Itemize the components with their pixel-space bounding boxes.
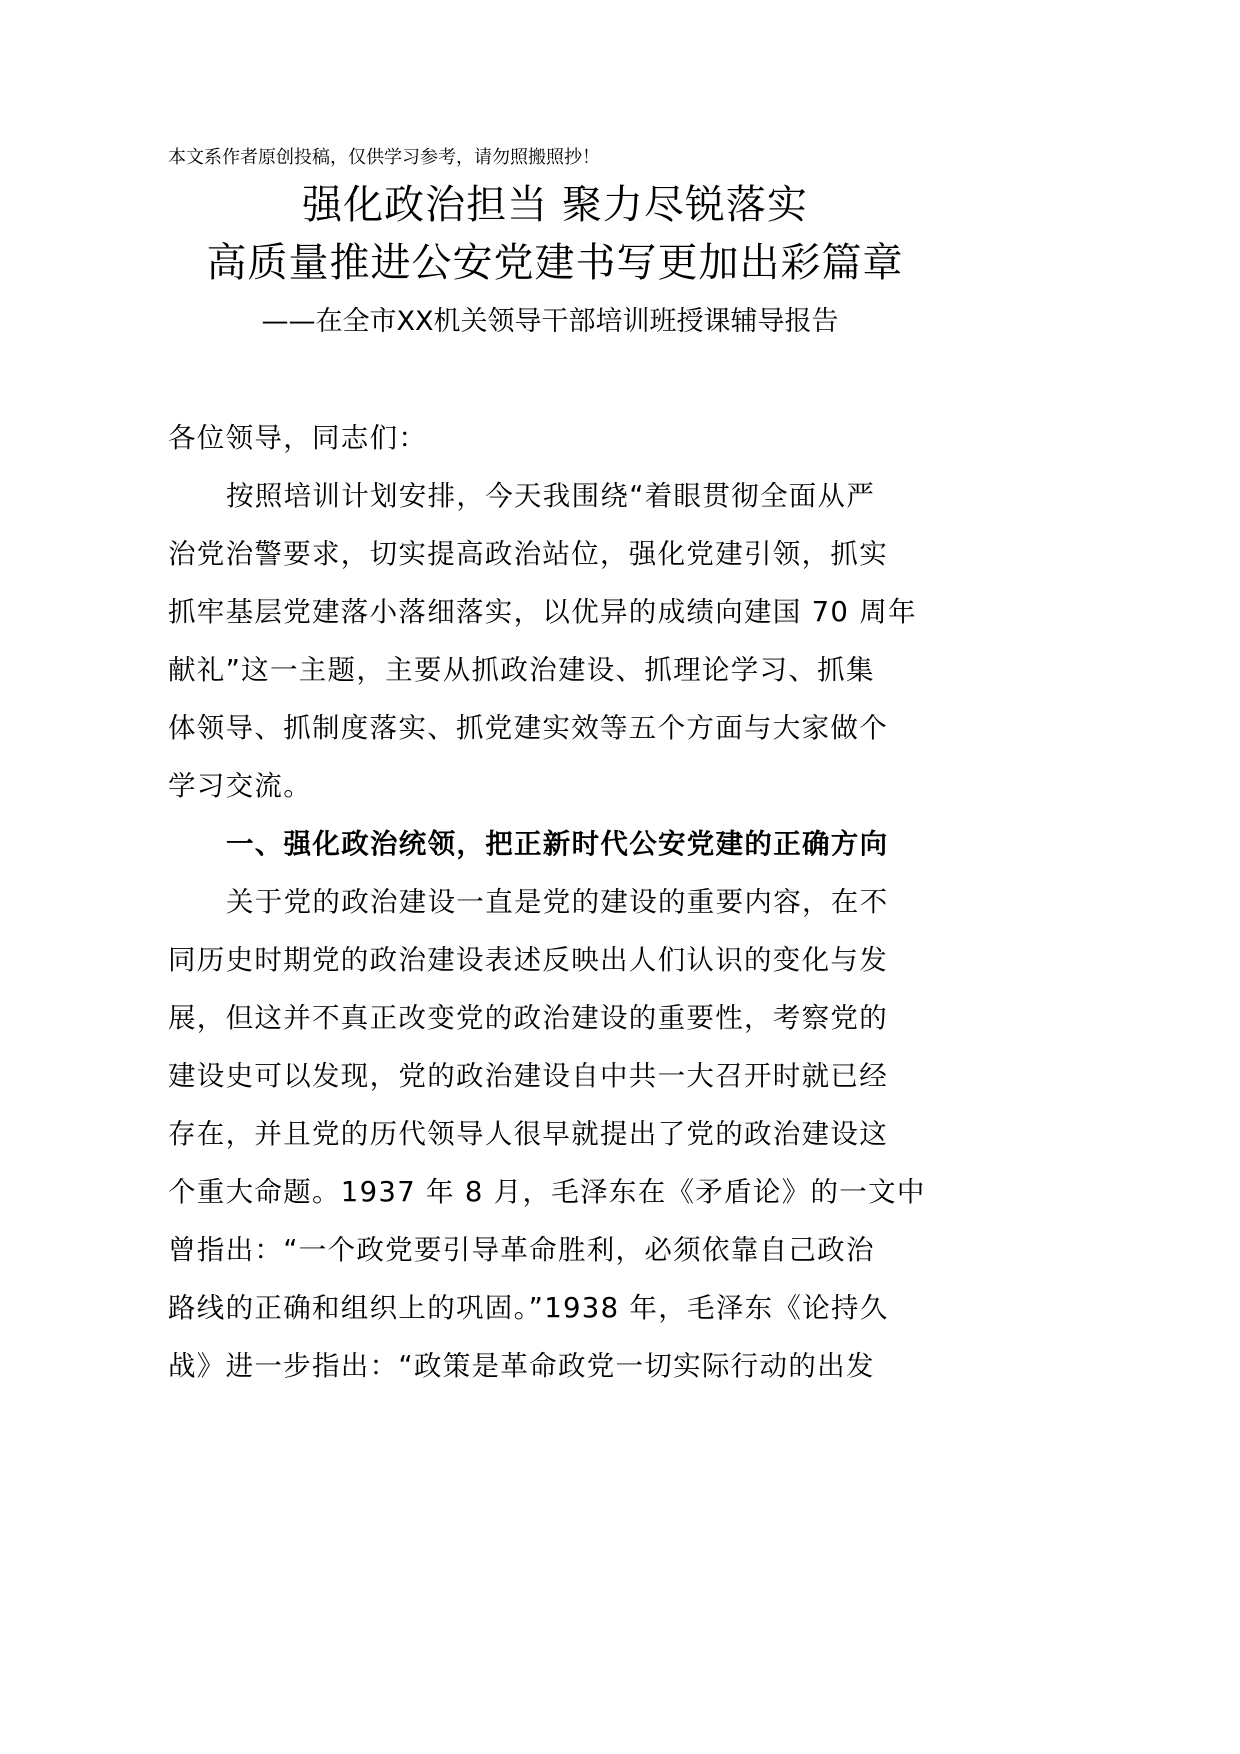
title-line-2: 高质量推进公安党建书写更加出彩篇章 [206, 240, 904, 286]
paragraph-line: 战》进一步指出：“政策是革命政党一切实际行动的出发 [168, 1350, 875, 1382]
paragraph-line: 学习交流。 [168, 770, 312, 802]
paragraph-line: 抓牢基层党建落小落细落实，以优异的成绩向建国 70 周年 [168, 596, 917, 628]
paragraph-line: 献礼”这一主题，主要从抓政治建设、抓理论学习、抓集 [168, 654, 875, 686]
title-line-1: 强化政治担当 聚力尽锐落实 [302, 182, 808, 228]
paragraph-line: 体领导、抓制度落实、抓党建实效等五个方面与大家做个 [168, 712, 888, 744]
paragraph-line: 展，但这并不真正改变党的政治建设的重要性，考察党的 [168, 1002, 888, 1034]
subtitle: ——在全市XX机关领导干部培训班授课辅导报告 [261, 306, 839, 337]
section-heading: 一、强化政治统领，把正新时代公安党建的正确方向 [226, 828, 889, 860]
paragraph-line: 关于党的政治建设一直是党的建设的重要内容，在不 [226, 886, 889, 918]
paragraph-line: 路线的正确和组织上的巩固。”1938 年，毛泽东《论持久 [168, 1292, 889, 1324]
paragraph-line: 存在，并且党的历代领导人很早就提出了党的政治建设这 [168, 1118, 888, 1150]
paragraph-line: 按照培训计划安排，今天我围绕“着眼贯彻全面从严 [226, 480, 876, 512]
paragraph-line: 建设史可以发现，党的政治建设自中共一大召开时就已经 [168, 1060, 888, 1092]
paragraph-line: 个重大命题。1937 年 8 月，毛泽东在《矛盾论》的一文中 [168, 1176, 926, 1208]
paragraph-line: 同历史时期党的政治建设表述反映出人们认识的变化与发 [168, 944, 888, 976]
document-body [168, 409, 943, 1395]
paragraph-line: 治党治警要求，切实提高政治站位，强化党建引领，抓实 [168, 538, 888, 570]
salutation: 各位领导，同志们： [168, 422, 428, 454]
paragraph-line: 曾指出：“一个政党要引导革命胜利，必须依靠自己政治 [168, 1234, 875, 1266]
copyright-note: 本文系作者原创投稿，仅供学习参考，请勿照搬照抄！ [168, 147, 600, 168]
